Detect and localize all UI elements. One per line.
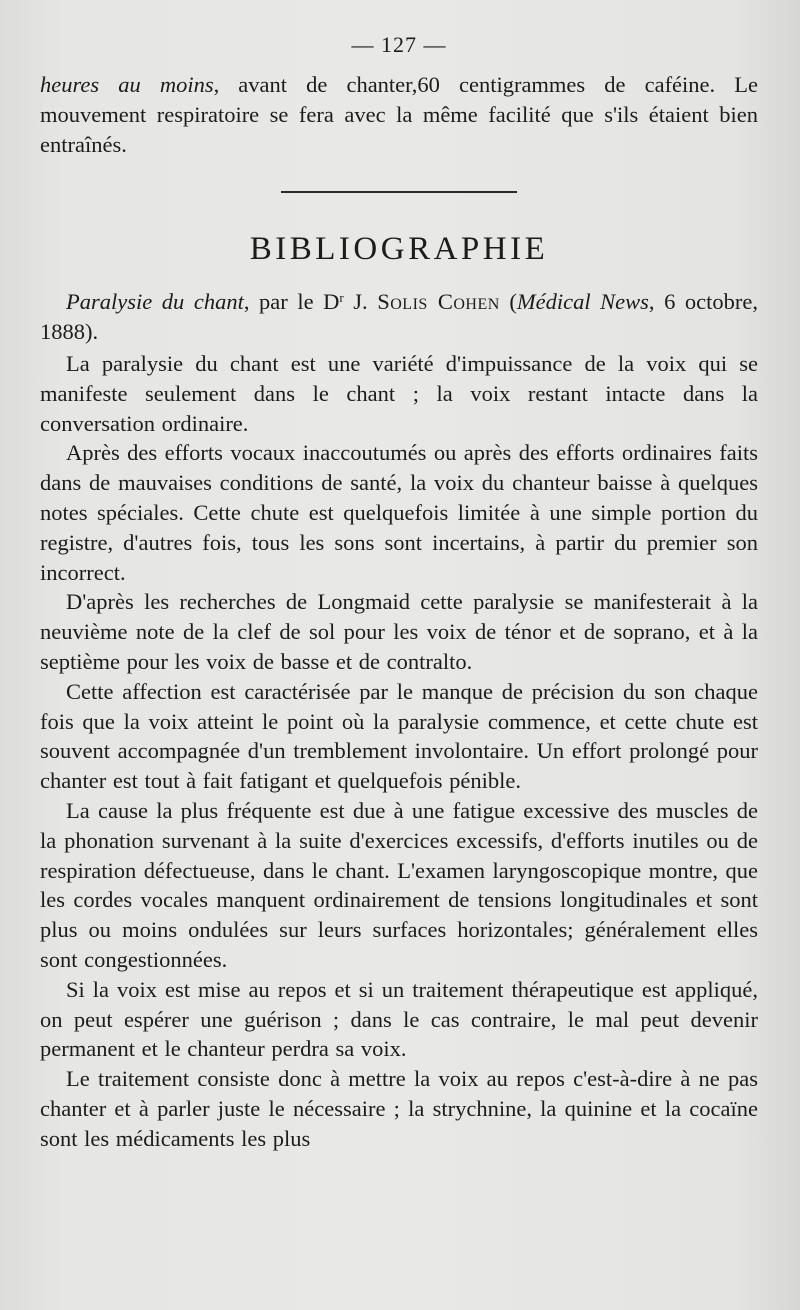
section-title: BIBLIOGRAPHIE (249, 231, 549, 268)
reference-journal: Médical News (516, 289, 649, 315)
body-paragraph-7: Le traitement consiste donc à mettre la voix au repos c'est-à-dire à ne pas chanter et à parler juste le nécessaire ; la strychnine, la quinine et la cocaïne sont les médicaments les plus (40, 1066, 758, 1151)
bibliography-reference (40, 283, 758, 347)
section-divider (281, 191, 517, 193)
reference-author-initial: J. (343, 289, 378, 315)
body-paragraph-6: Si la voix est mise au repos et si un traitement thérapeutique est appliqué, on peut espérer une guérison ; dans le cas contraire, le mal peut devenir permanent et le chanteur perdra sa voix. (40, 976, 758, 1062)
body-paragraph-2: Après des efforts vocaux inaccoutumés ou après des efforts ordinaires faits dans de mauvaises conditions de santé, la voix du chanteur baisse à quelques notes spéciales. Cette chute est quelquefois limitée à une simple portion du registre, d'autres fois, tous les sons sont incertains, à partir du premier son incorrect. (40, 440, 758, 585)
reference-author-name: Solis Cohen (377, 289, 500, 315)
body-paragraph-4: Cette affection est caractérisée par le manque de précision du son chaque fois que la voix atteint le point où la paralysie commence, et cette chute est souvent accompagnée d'un tremblement involontaire. Un effort prolongé pour chanter est tout à fait fatigant et quelquefois pénible. (40, 678, 758, 794)
reference-title: Paralysie du chant (66, 289, 244, 315)
body-paragraph-3: D'après les recherches de Longmaid cette paralysie se manifesterait à la neuvième note de la clef de sol pour les voix de ténor et de soprano, et à la septième pour les voix de basse et de contralto. (40, 589, 758, 674)
intro-italic-lead: heures au moins (40, 72, 214, 97)
reference-date: , 6 octobre, 1888). (40, 289, 759, 345)
reference-by: , par le D (243, 289, 340, 315)
body-paragraph-5: La cause la plus fréquente est due à une fatigue excessive des muscles de la phonation survenant à la suite d'exercices excessifs, d'efforts inutiles ou de respiration défectueuse, dans le chant. L'examen laryngoscopique montre, que les cordes vocales manquent ordinairement de tensions longitudinales et sont plus ou moins ondulées sur leurs surfaces horizontales; généralement elles sont congestionnées. (40, 797, 758, 972)
body-paragraph-1: La paralysie du chant est une variété d'impuissance de la voix qui se manifeste seulement dans le chant ; la voix restant intacte dans la conversation ordinaire. (40, 350, 758, 436)
page-number: — 127 — (351, 32, 447, 57)
reference-open-paren: ( (499, 289, 517, 315)
intro-paragraph (40, 70, 758, 159)
reference-dr-sup: r (339, 290, 344, 306)
intro-text: , avant de chanter,60 centigrammes de caféine. Le mouvement respiratoire se fera avec la même facilité que s'ils étaient bien entraînés. (40, 72, 758, 157)
